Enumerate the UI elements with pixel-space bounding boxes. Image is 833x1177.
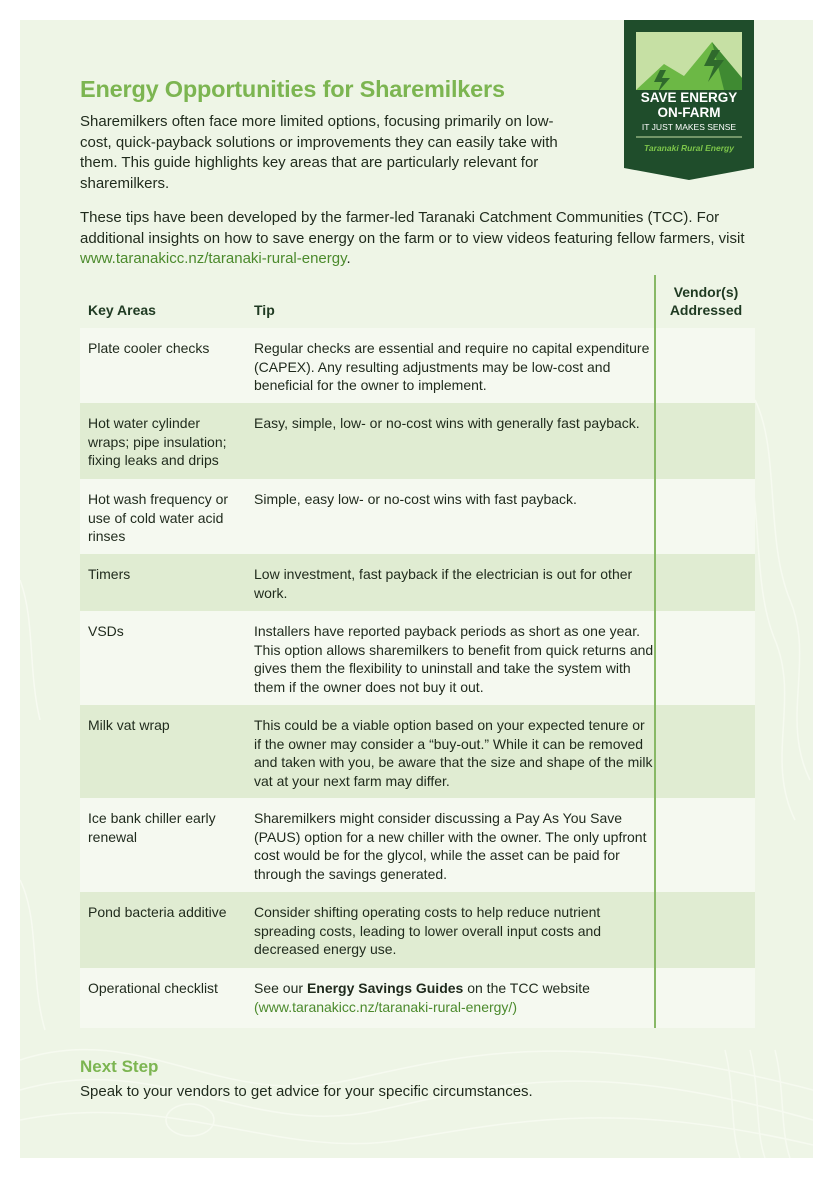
row-area: VSDs: [88, 623, 124, 639]
logo-line2: ON-FARM: [657, 105, 721, 120]
row-tip: Consider shifting operating costs to help reduce nutrient spreading costs, leading to lower overall input costs and decreased energy use.: [254, 904, 602, 957]
next-step-text: Speak to your vendors to get advice for your specific circumstances.: [80, 1083, 533, 1100]
tcc-paragraph: [80, 208, 770, 270]
logo-brand: Taranaki Rural Energy: [644, 143, 734, 153]
row-area: Operational checklist: [88, 980, 218, 996]
row-area: Hot wash frequency or use of cold water acid rinses: [88, 491, 229, 544]
tip-post: on the TCC website: [463, 980, 590, 996]
tcc-link[interactable]: www.taranakicc.nz/taranaki-rural-energy: [80, 250, 347, 267]
logo-tagline: IT JUST MAKES SENSE: [641, 122, 737, 132]
row-area: Ice bank chiller early renewal: [88, 810, 216, 845]
header-key-areas: Key Areas: [88, 302, 156, 318]
energy-savings-guides: Energy Savings Guides: [306, 980, 464, 996]
row-tip: Installers have reported payback periods as short as one year. This option allows sharemilkers to benefit from quick returns and gives them the flexibility to uninstall and take the system with them if the owner does not buy it out.: [254, 623, 654, 695]
header-vendor: Vendor(s) Addressed: [669, 284, 743, 318]
row-area: Plate cooler checks: [88, 340, 210, 356]
page-title: Energy Opportunities for Sharemilkers: [80, 76, 505, 102]
save-energy-logo: [624, 20, 754, 180]
row-area: Milk vat wrap: [88, 717, 170, 733]
row-tip: This could be a viable option based on your expected tenure or if the owner may consider a “buy-out.” While it can be removed and taken with you, be aware that the size and shape of the milk vat at your next farm may differ.: [254, 717, 653, 789]
tcc-text: These tips have been developed by the farmer-led Taranaki Catchment Communities (TCC). For additional insights on how to save energy on the farm or to view videos featuring fellow farmers, visit: [80, 209, 745, 247]
row-area: Hot water cylinder wraps; pipe insulation; fixing leaks and drips: [88, 415, 227, 468]
row-tip: Sharemilkers might consider discussing a Pay As You Save (PAUS) option for a new chiller with the owner. The only upfront cost would be for the glycol, while the asset can be paid for through the savings generated.: [254, 810, 647, 882]
row-tip: Easy, simple, low- or no-cost wins with generally fast payback.: [254, 415, 640, 431]
row-tip: Simple, easy low- or no-cost wins with fast payback.: [254, 491, 577, 507]
tcc-guides-link[interactable]: (www.taranakicc.nz/taranaki-rural-energy/): [254, 998, 517, 1015]
vendor-column-divider: [654, 275, 656, 1028]
header-tip: Tip: [254, 302, 275, 318]
next-step-title: Next Step: [80, 1057, 159, 1076]
intro-paragraph: Sharemilkers often face more limited options, focusing primarily on low-cost, quick-payback solutions or improvements they can easily take with them. This guide highlights key areas that are particularly relevant for sharemilkers.: [80, 113, 558, 192]
tcc-end: .: [346, 250, 351, 267]
logo-line1: SAVE ENERGY: [640, 90, 738, 105]
tip-pre: See our: [254, 980, 307, 996]
row-area: Timers: [88, 566, 131, 582]
row-tip: [254, 979, 654, 1016]
row-area: Pond bacteria additive: [88, 904, 227, 920]
row-tip: Low investment, fast payback if the electrician is out for other work.: [254, 566, 633, 601]
row-tip: Regular checks are essential and require no capital expenditure (CAPEX). Any resulting adjustments may be low-cost and beneficial for the owner to implement.: [254, 340, 650, 393]
